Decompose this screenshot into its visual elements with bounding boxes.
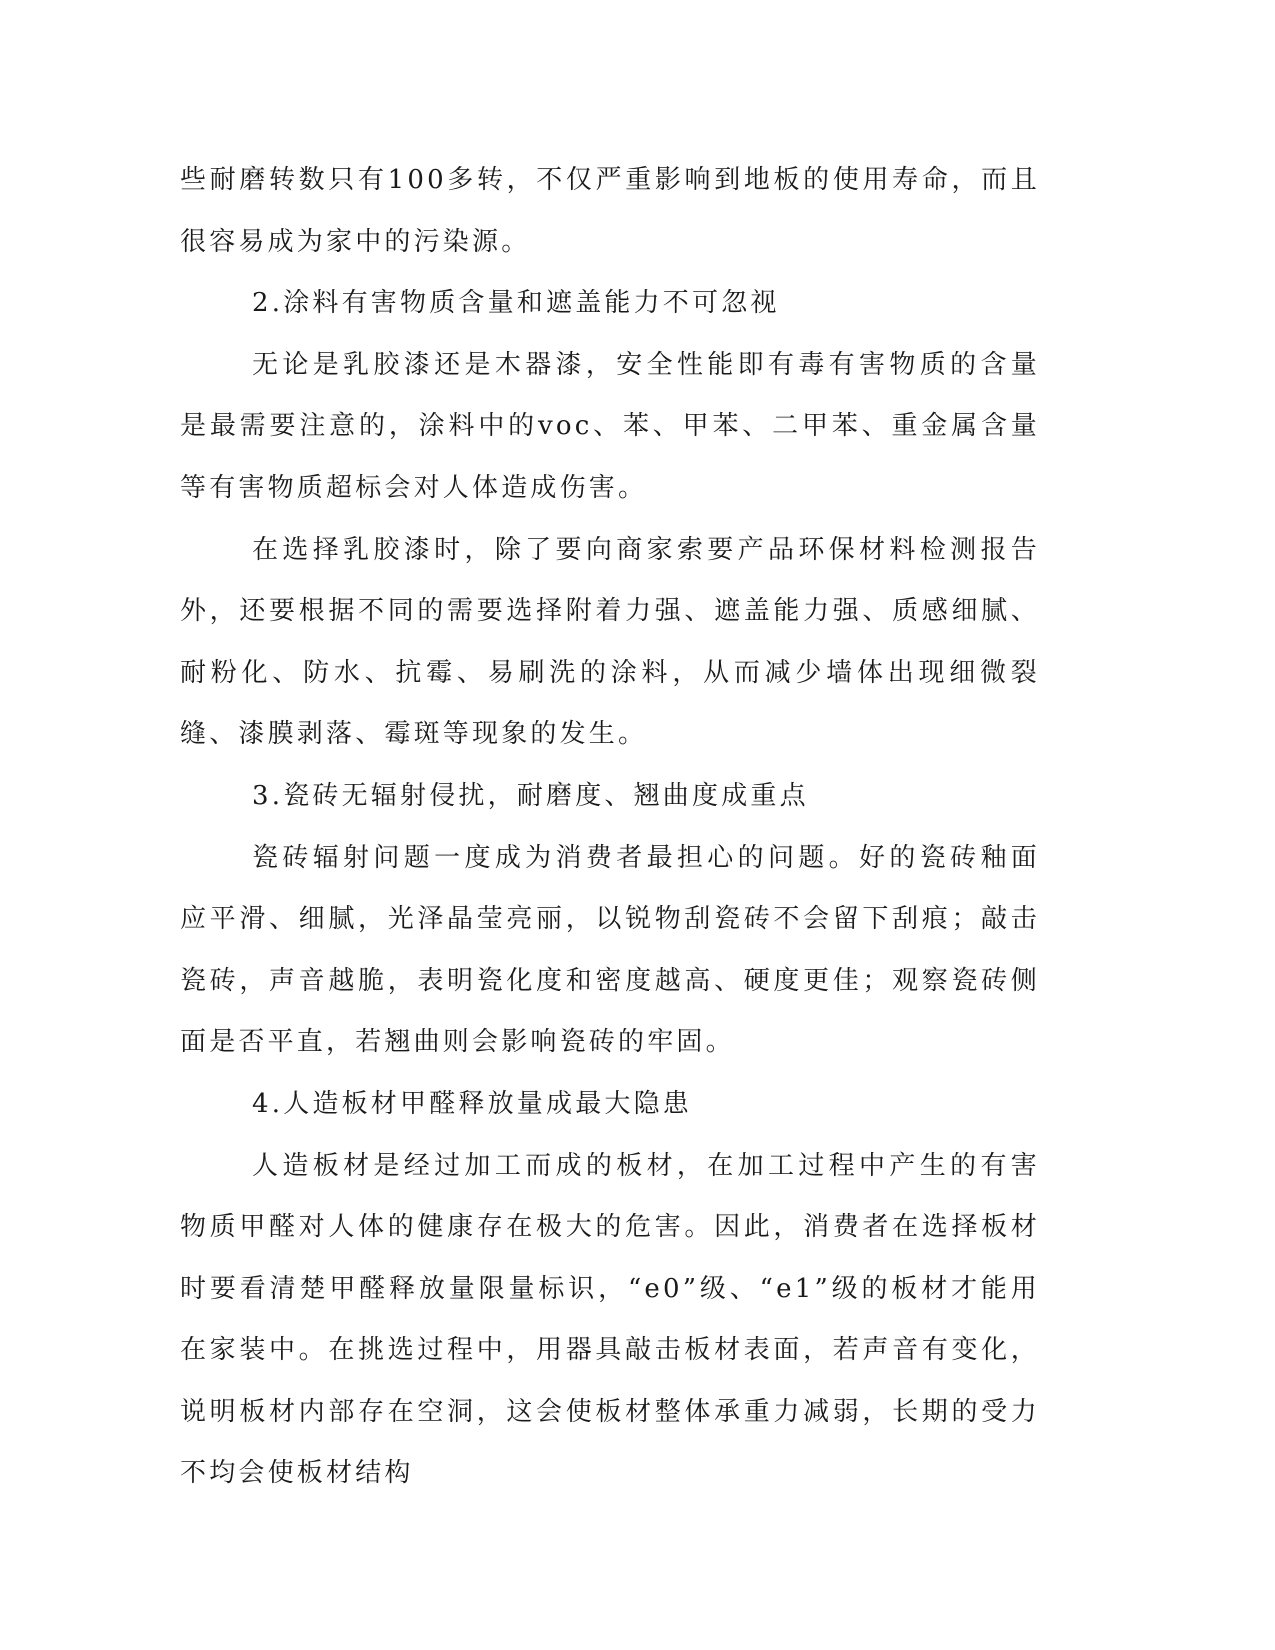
paragraph-tile-quality: 瓷砖辐射问题一度成为消费者最担心的问题。好的瓷砖釉面应平滑、细腻，光泽晶莹亮丽，以锐物刮瓷砖不会留下刮痕；敲击瓷砖，声音越脆，表明瓷化度和密度越高、硬度更佳；观察瓷砖侧面是否平直，若翘曲则会影响瓷砖的牢固。 xyxy=(180,842,1040,1058)
paragraph-latex-paint-selection: 在选择乳胶漆时，除了要向商家索要产品环保材料检测报告外，还要根据不同的需要选择附着力强、遮盖能力强、质感细腻、耐粉化、防水、抗霉、易刷洗的涂料，从而减少墙体出现细微裂缝、漆膜剥落、霉斑等现象的发生。 xyxy=(180,534,1040,750)
section-heading-4: 4.人造板材甲醛释放量成最大隐患 xyxy=(252,1088,693,1119)
paragraph-wood-board-formaldehyde: 人造板材是经过加工而成的板材，在加工过程中产生的有害物质甲醛对人体的健康存在极大的危害。因此，消费者在选择板材时要看清楚甲醛释放量限量标识，“e0”级、“e1”级的板材才能用在家装中。在挑选过程中，用器具敲击板材表面，若声音有变化，说明板材内部存在空洞，这会使板材整体承重力减弱，长期的受力不均会使板材结构 xyxy=(180,1150,1040,1489)
document-body xyxy=(180,150,1040,1505)
paragraph-paint-safety: 无论是乳胶漆还是木器漆，安全性能即有毒有害物质的含量是最需要注意的，涂料中的voc、苯、甲苯、二甲苯、重金属含量等有害物质超标会对人体造成伤害。 xyxy=(180,349,1040,503)
section-heading-3: 3.瓷砖无辐射侵扰，耐磨度、翘曲度成重点 xyxy=(252,780,809,811)
section-heading-2: 2.涂料有害物质含量和遮盖能力不可忽视 xyxy=(252,288,780,319)
paragraph-continuation: 些耐磨转数只有100多转，不仅严重影响到地板的使用寿命，而且很容易成为家中的污染源。 xyxy=(180,165,1040,257)
